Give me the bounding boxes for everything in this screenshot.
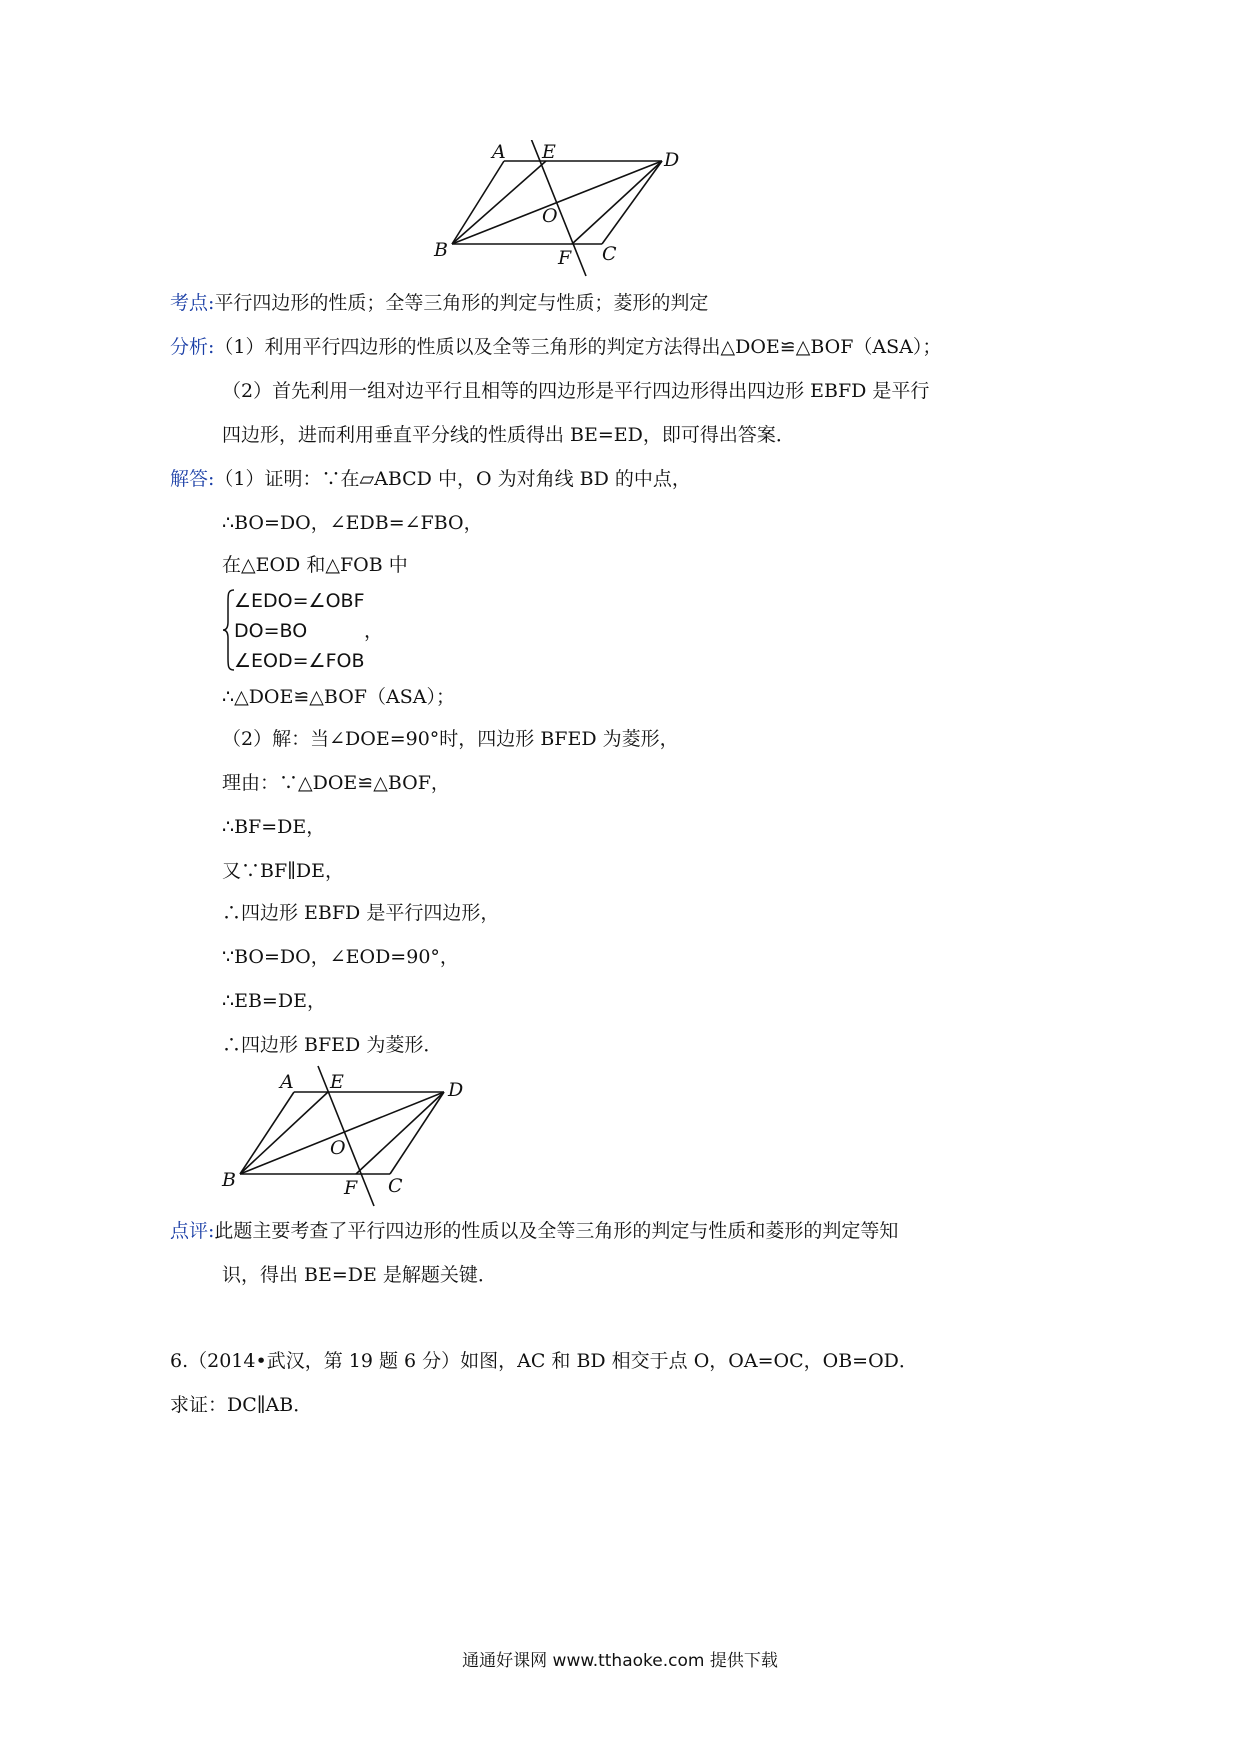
jieda-line2-3: 理由：∵△DOE≌△BOF， bbox=[222, 772, 450, 794]
label-C: C bbox=[602, 243, 617, 265]
jieda-line2-2: （2）解：当∠DOE=90°时，四边形 BFED 为菱形， bbox=[222, 728, 679, 750]
problem6-line-2: 求证：DC∥AB． bbox=[170, 1394, 313, 1416]
dianping-line-1: 此题主要考查了平行四边形的性质以及全等三角形的判定与性质和菱形的判定等知 bbox=[214, 1220, 899, 1242]
jieda-line2-5: 又∵BF∥DE， bbox=[222, 860, 345, 882]
label-O: O bbox=[542, 205, 558, 227]
jieda-line2-4: ∴BF=DE， bbox=[222, 816, 326, 838]
problem6-line-1: 6.（2014•武汉，第 19 题 6 分）如图，AC 和 BD 相交于点 O，OA=OC，OB=OD． bbox=[170, 1350, 918, 1372]
label-D: D bbox=[664, 149, 680, 171]
jieda-row bbox=[170, 466, 691, 492]
jieda-line2-6: ∴四边形 EBFD 是平行四边形， bbox=[222, 902, 500, 924]
fenxi-line-1: （1）利用平行四边形的性质以及全等三角形的判定方法得出△DOE≌△BOF（ASA）； bbox=[214, 336, 942, 358]
fenxi-row bbox=[170, 334, 941, 360]
label-F-2: F bbox=[344, 1177, 358, 1199]
kaodian-label: 考点: bbox=[170, 292, 215, 314]
segment-AB-2 bbox=[240, 1092, 294, 1174]
figure-parallelogram-2 bbox=[210, 1064, 490, 1214]
system-comma: ， bbox=[364, 620, 384, 642]
label-D-2: D bbox=[448, 1079, 464, 1101]
dianping-line-2: 识，得出 BE=DE 是解题关键． bbox=[222, 1264, 497, 1286]
jieda-line2-7: ∵BO=DO，∠EOD=90°， bbox=[222, 946, 459, 968]
label-A-2: A bbox=[280, 1071, 294, 1093]
jieda-line-1: ∴BO=DO，∠EDB=∠FBO， bbox=[222, 512, 483, 534]
label-E-2: E bbox=[330, 1071, 344, 1093]
kaodian-row bbox=[170, 290, 708, 316]
label-A: A bbox=[492, 141, 506, 163]
label-B-2: B bbox=[222, 1169, 236, 1191]
segment-BD-2 bbox=[240, 1092, 444, 1174]
segment-DC-2 bbox=[390, 1092, 444, 1174]
fenxi-line-2: （2）首先利用一组对边平行且相等的四边形是平行四边形得出四边形 EBFD 是平行 bbox=[222, 380, 930, 402]
label-C-2: C bbox=[388, 1175, 403, 1197]
jieda-line2-9: ∴四边形 BFED 为菱形． bbox=[222, 1034, 443, 1056]
jieda-line-2: 在△EOD 和△FOB 中 bbox=[222, 554, 408, 576]
jieda-first: （1）证明：∵在▱ABCD 中，O 为对角线 BD 的中点， bbox=[214, 468, 691, 490]
dianping-label: 点评: bbox=[170, 1220, 215, 1242]
fenxi-label: 分析: bbox=[170, 336, 215, 358]
jieda-line2-1: ∴△DOE≌△BOF（ASA）； bbox=[222, 686, 455, 708]
jieda-label: 解答: bbox=[170, 468, 215, 490]
label-B: B bbox=[434, 239, 448, 261]
segment-DF-2 bbox=[356, 1092, 444, 1174]
fenxi-line-3: 四边形，进而利用垂直平分线的性质得出 BE=ED，即可得出答案． bbox=[222, 424, 795, 446]
jieda-line2-8: ∴EB=DE， bbox=[222, 990, 326, 1012]
label-E: E bbox=[542, 141, 556, 163]
system-eq-1: ∠EDO=∠OBF bbox=[234, 590, 365, 612]
figure-parallelogram-1-frame bbox=[420, 140, 740, 300]
page-footer: 通通好课网 www.tthaoke.com 提供下载 bbox=[462, 1651, 778, 1671]
label-O-2: O bbox=[330, 1137, 346, 1159]
dianping-row bbox=[170, 1218, 898, 1244]
system-eq-3: ∠EOD=∠FOB bbox=[234, 650, 365, 672]
system-eq-2: DO=BO bbox=[234, 620, 308, 642]
label-F: F bbox=[558, 247, 572, 269]
kaodian-text: 平行四边形的性质；全等三角形的判定与性质；菱形的判定 bbox=[214, 292, 709, 314]
segment-BE-2 bbox=[240, 1092, 328, 1174]
